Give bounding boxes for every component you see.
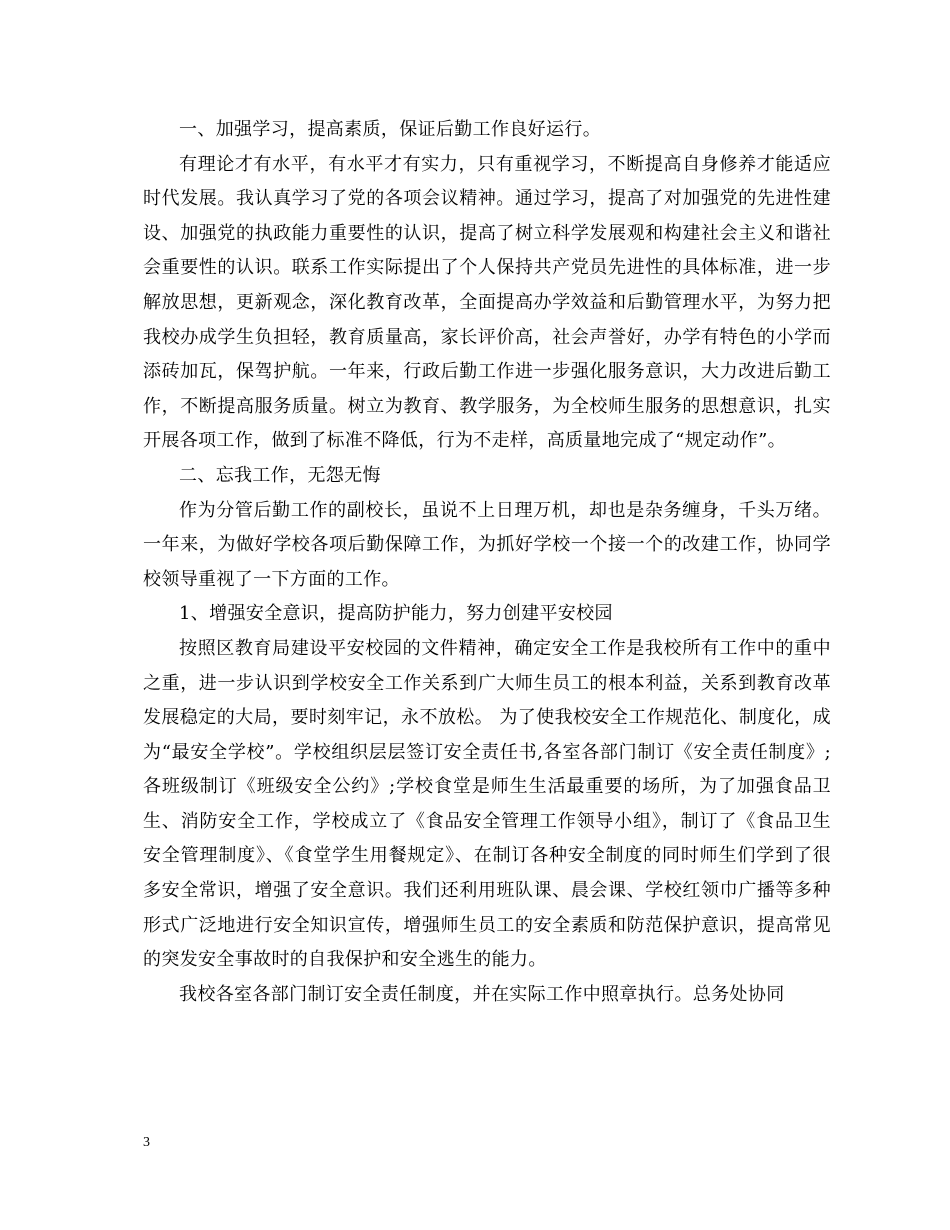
document-body	[143, 113, 831, 1012]
section-heading-1: 一、加强学习，提高素质，保证后勤工作良好运行。	[179, 119, 602, 140]
section-heading-2: 二、忘我工作，无怨无悔	[179, 464, 381, 486]
page-number: 3	[143, 1135, 150, 1150]
paragraph-safety: 按照区教育局建设平安校园的文件精神，确定安全工作是我校所有工作中的重中之重，进一步认识到学校安全工作关系到广大师生员工的根本利益，关系到教育改革发展稳定的大局，要时刻牢记，永不放松。 为了使我校安全工作规范化、制度化，成为“最安全学校”。学校组织层层签订安全责任书,各室各部门制订《安全责任制度》;各班级制订《班级安全公约》;学校食堂是师生生活最重要的场所，为了加强食品卫生、消防安全工作，学校成立了《食品安全管理工作领导小组》，制订了《食品卫生安全管理制度》、《食堂学生用餐规定》、在制订各种安全制度的同时师生们学到了很多安全常识，增强了安全意识。我们还利用班队课、晨会课、学校红领巾广播等多种形式广泛地进行安全知识宣传，增强师生员工的安全素质和防范保护意识，提高常见的突发安全事故时的自我保护和安全逃生的能力。	[143, 637, 831, 971]
subsection-heading-1: 1、增强安全意识，提高防护能力，努力创建平安校园	[179, 603, 613, 625]
paragraph-work: 作为分管后勤工作的副校长，虽说不上日理万机，却也是杂务缠身，千头万绪。一年来，为做好学校各项后勤保障工作，为抓好学校一个接一个的改建工作，协同学校领导重视了一下方面的工作。	[143, 499, 831, 590]
paragraph-study: 有理论才有水平，有水平才有实力，只有重视学习，不断提高自身修养才能适应时代发展。我认真学习了党的各项会议精神。通过学习，提高了对加强党的先进性建设、加强党的执政能力重要性的认识，提高了树立科学发展观和构建社会主义和谐社会重要性的认识。联系工作实际提出了个人保持共产党员先进性的具体标准，进一步解放思想，更新观念，深化教育改革，全面提高办学效益和后勤管理水平，为努力把我校办成学生负担轻，教育质量高，家长评价高，社会声誉好，办学有特色的小学而添砖加瓦，保驾护航。一年来，行政后勤工作进一步强化服务意识，大力改进后勤工作，不断提高服务质量。树立为教育、教学服务，为全校师生服务的思想意识，扎实开展各项工作，做到了标准不降低，行为不走样，高质量地完成了“规定动作”。	[143, 153, 831, 452]
paragraph-continued: 我校各室各部门制订安全责任制度，并在实际工作中照章执行。总务处协同	[179, 983, 785, 1005]
